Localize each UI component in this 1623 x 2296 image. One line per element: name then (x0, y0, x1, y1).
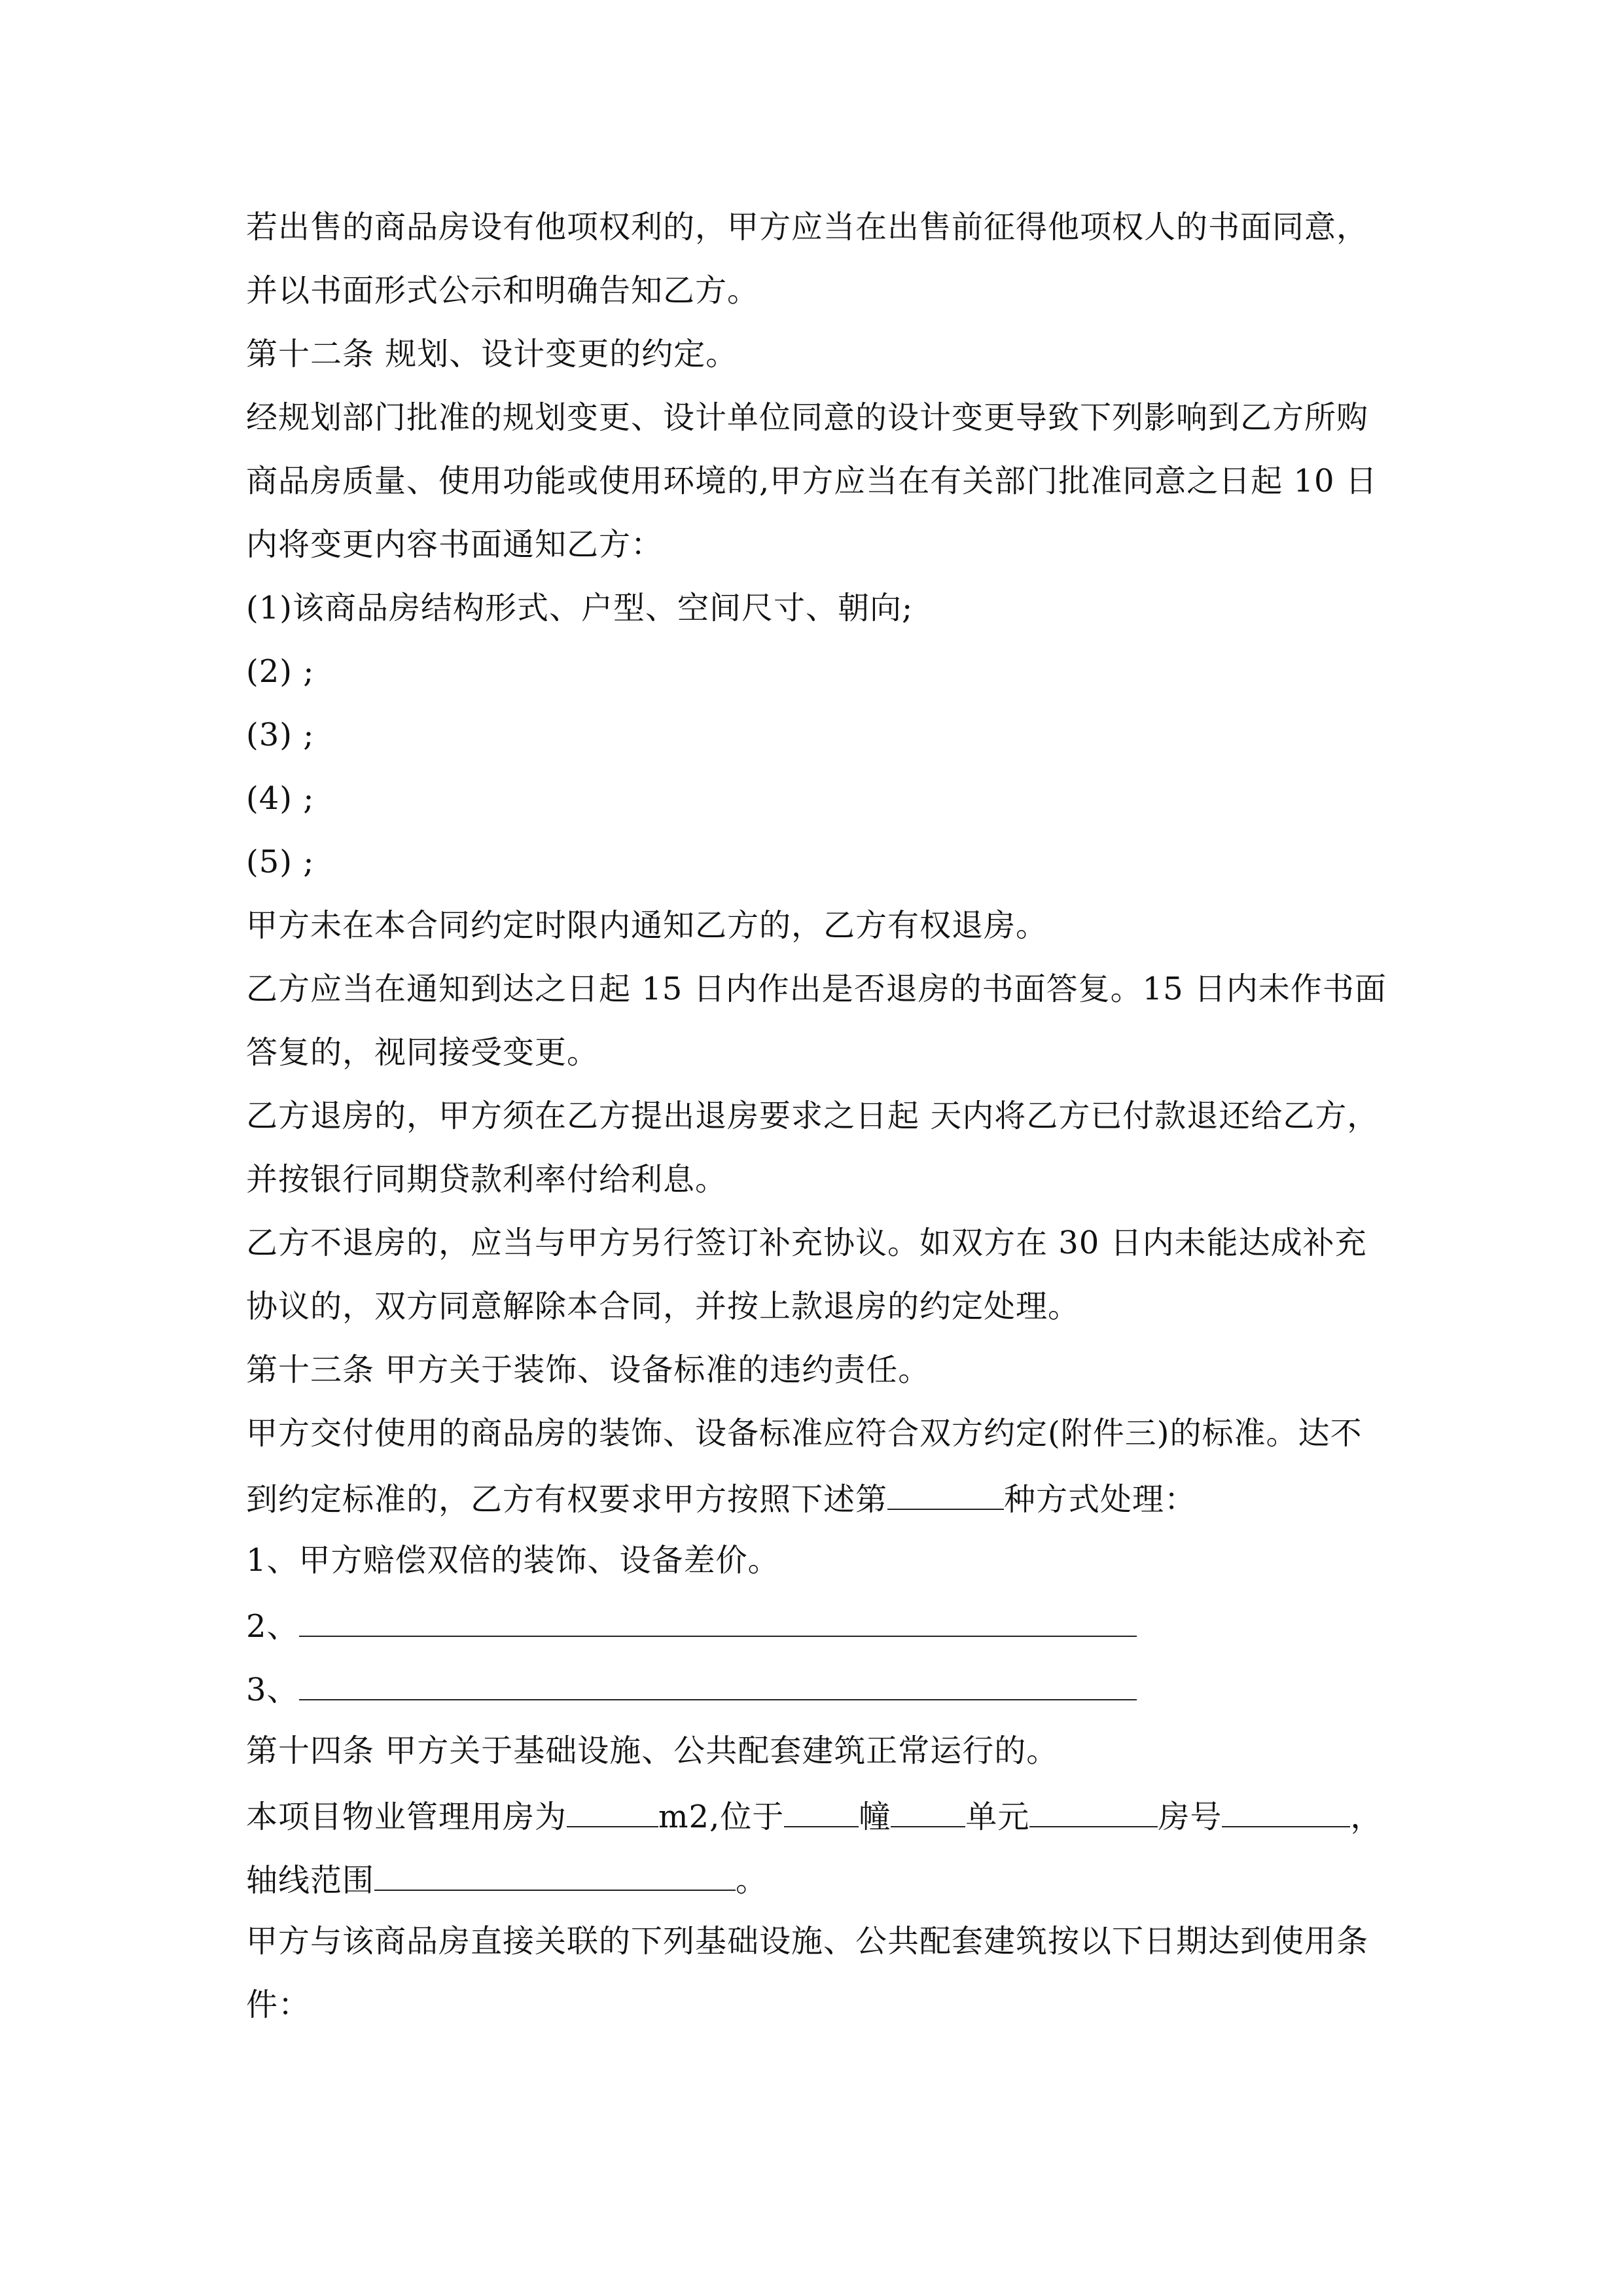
clause-13-title: 第十三条 甲方关于装饰、设备标准的违约责任。 (246, 1352, 931, 1388)
text-line: 若出售的商品房设有他项权利的，甲方应当在出售前征得他项权人的书面同意， (246, 209, 1369, 245)
property-text: 本项目物业管理用房为 (246, 1799, 567, 1835)
area-blank[interactable] (567, 1793, 658, 1827)
axis-label: 轴线范围 (246, 1862, 375, 1899)
method-choice-line (246, 1476, 1385, 1520)
list-item: (4) ; (246, 780, 315, 817)
property-text: 单元 (965, 1799, 1030, 1835)
property-text: 幢 (859, 1799, 891, 1835)
text-line: 甲方未在本合同约定时限内通知乙方的，乙方有权退房。 (246, 907, 1048, 944)
method-line-text: 种方式处理： (1004, 1481, 1197, 1518)
clause-14-title: 第十四条 甲方关于基础设施、公共配套建筑正常运行的。 (246, 1732, 1059, 1769)
item-3-blank[interactable] (299, 1666, 1137, 1700)
property-text: m2,位于 (658, 1799, 785, 1835)
text-line: 商品房质量、使用功能或使用环境的,甲方应当在有关部门批准同意之日起 10 日 (246, 463, 1378, 499)
method-number-blank[interactable] (887, 1476, 1004, 1510)
item-2-blank[interactable] (299, 1603, 1137, 1637)
list-item: (3) ; (246, 717, 315, 753)
property-line (246, 1793, 1385, 1838)
unit-blank[interactable] (891, 1793, 965, 1827)
text-line: 甲方交付使用的商品房的装饰、设备标准应符合双方约定(附件三)的标准。达不 (246, 1415, 1363, 1452)
list-item: 1、甲方赔偿双倍的装饰、设备差价。 (246, 1542, 780, 1579)
property-text: 房号 (1158, 1799, 1222, 1835)
axis-end: 。 (736, 1862, 768, 1899)
text-line: 协议的，双方同意解除本合同，并按上款退房的约定处理。 (246, 1288, 1080, 1325)
list-item (246, 1666, 1385, 1711)
axis-range-blank[interactable] (374, 1857, 736, 1891)
property-text: ， (1350, 1799, 1383, 1835)
list-item-number: 3、 (246, 1672, 299, 1708)
text-line: 乙方退房的，甲方须在乙方提出退房要求之日起 天内将乙方已付款退还给乙方， (246, 1098, 1380, 1134)
text-line: 件： (246, 1986, 311, 2023)
method-line-text: 到约定标准的，乙方有权要求甲方按照下述第 (246, 1481, 888, 1518)
unit-number-blank[interactable] (1029, 1793, 1158, 1827)
list-item (246, 1603, 1385, 1647)
axis-line (246, 1857, 1385, 1901)
list-item: (1)该商品房结构形式、户型、空间尺寸、朝向; (246, 590, 914, 626)
list-item: (5) ; (246, 844, 315, 880)
text-line: 乙方不退房的，应当与甲方另行签订补充协议。如双方在 30 日内未能达成补充 (246, 1225, 1367, 1261)
text-line: 答复的，视同接受变更。 (246, 1034, 599, 1071)
text-line: 并按银行同期贷款利率付给利息。 (246, 1161, 728, 1198)
list-item: (2) ; (246, 653, 315, 690)
clause-12-title: 第十二条 规划、设计变更的约定。 (246, 336, 738, 372)
text-line: 乙方应当在通知到达之日起 15 日内作出是否退房的书面答复。15 日内未作书面 (246, 971, 1387, 1007)
text-line: 并以书面形式公示和明确告知乙方。 (246, 272, 760, 309)
list-item-number: 2、 (246, 1608, 299, 1645)
room-number-blank[interactable] (1222, 1793, 1350, 1827)
text-line: 经规划部门批准的规划变更、设计单位同意的设计变更导致下列影响到乙方所购 (246, 399, 1369, 436)
text-line: 甲方与该商品房直接关联的下列基础设施、公共配套建筑按以下日期达到使用条 (246, 1923, 1369, 1960)
text-line: 内将变更内容书面通知乙方： (246, 526, 664, 563)
building-blank[interactable] (784, 1793, 859, 1827)
